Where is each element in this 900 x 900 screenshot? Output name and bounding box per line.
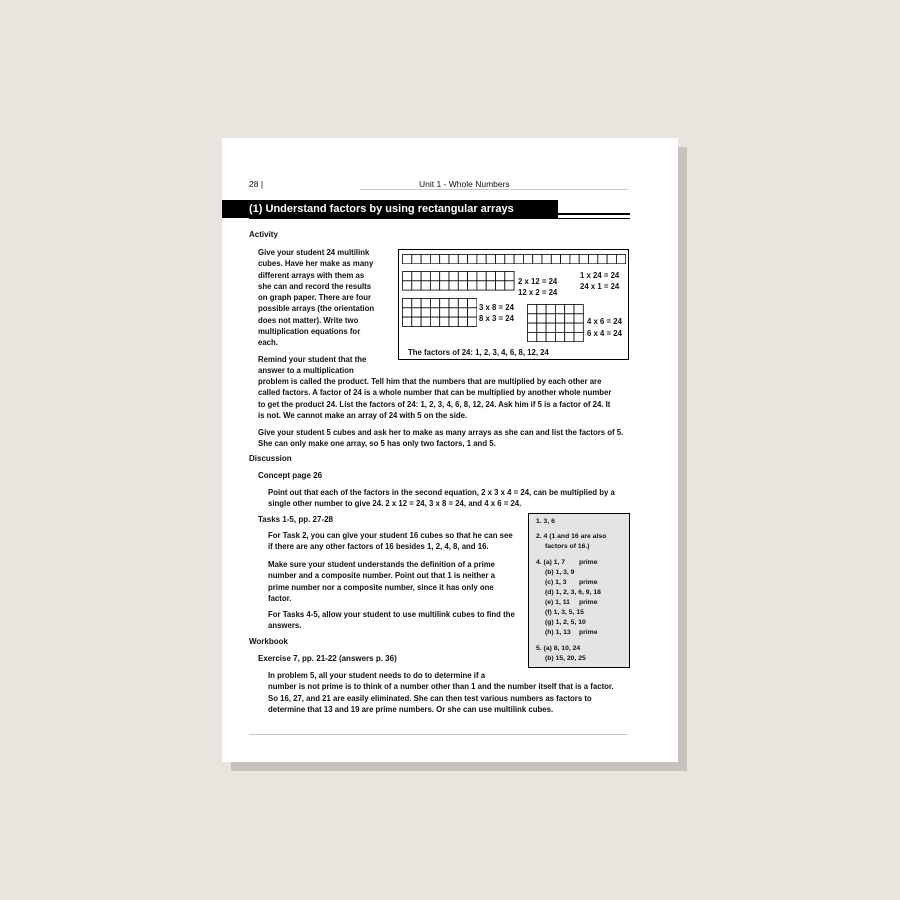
cube-cell [458,299,467,308]
cube-cell [421,299,430,308]
text-line: For Tasks 4-5, allow your student to use multilink cubes to find the [268,610,515,619]
cube-cell [403,255,412,264]
section-title: (1) Understand factors by using rectangular arrays [222,200,558,218]
text-line: number is not prime is to think of a number other than 1 and the number itself that is a factor. [268,682,614,692]
task2-para [268,530,526,553]
cube-cell [546,305,555,314]
cube-cell [598,255,607,264]
cube-cell [412,272,421,281]
cube-cell [496,255,505,264]
text-line: on graph paper. There are four [258,293,372,303]
text-line: Make sure your student understands the definition of a prime [268,560,496,569]
title-underline [249,218,630,219]
cube-cell [528,305,537,314]
cube-cell [430,299,439,308]
cube-cell [574,314,583,323]
answer-5a: 5. (a) 8, 10, 24 [536,645,581,652]
cube-cell [546,323,555,332]
cube-cell [440,308,449,317]
cube-cell [403,317,412,326]
text-line: does not matter). Write two [258,315,359,325]
cube-cell [449,281,458,290]
answer-4h: (h) 1, 13 [545,629,571,636]
array-grid [402,254,626,264]
cube-cell [533,255,542,264]
answer-2: 2. 4 (1 and 16 are also [536,533,607,540]
cube-cell [421,255,430,264]
cube-cell [477,255,486,264]
answer-4e: (e) 1, 11 [545,599,570,606]
workbook-heading: Workbook [249,637,288,646]
cube-cell [449,299,458,308]
array-1x24 [402,254,626,264]
equation: 12 x 2 = 24 [518,288,558,297]
answer-4d: (d) 1, 2, 3, 6, 9, 18 [545,589,601,596]
cube-cell [486,272,495,281]
cube-cell [486,255,495,264]
cube-cell [574,332,583,341]
cube-cell [486,281,495,290]
cube-cell [561,255,570,264]
array-grid [402,271,515,291]
cube-cell [565,314,574,323]
cube-cell [430,272,439,281]
equation: 24 x 1 = 24 [580,282,620,291]
text-line: number and a composite number. Point out that 1 is neither a [268,571,496,581]
cube-cell [607,255,616,264]
cube-cell [403,281,412,290]
cube-cell [468,272,477,281]
text-line: problem is called the product. Tell him that the numbers that are multiplied by each other are [258,377,602,386]
cube-cell [449,272,458,281]
equation: 6 x 4 = 24 [587,329,622,338]
cube-cell [546,314,555,323]
text-line: So 16, 27, and 21 are easily eliminated. She can then test various numbers as factors to [268,693,592,703]
cube-cell [468,317,477,326]
cube-cell [542,255,551,264]
equation: 8 x 3 = 24 [479,314,514,323]
answer-4a-note: prime [579,559,598,566]
cube-cell [528,314,537,323]
discussion-heading: Discussion [249,454,292,463]
cube-cell [555,332,564,341]
text-line: cubes. Have her make as many [258,259,374,269]
cube-cell [496,272,505,281]
text-line: to get the product 24. List the factors of 24: 1, 2, 3, 4, 6, 8, 12, 24. Ask him if 5 is a factor of 24. It [258,399,611,409]
answer-4c: (c) 1, 3 [545,579,567,586]
cube-cell [555,314,564,323]
text-line: each. [258,338,278,348]
cube-cell [421,317,430,326]
text-line: In problem 5, all your student needs to do to determine if a [268,671,486,680]
remind-para-start [258,354,394,377]
array-3x8 [402,298,477,327]
title-rule [558,213,630,215]
cube-cell [523,255,532,264]
cube-cell [412,308,421,317]
cube-cell [449,255,458,264]
cube-cell [505,272,514,281]
cube-cell [403,308,412,317]
concept-para [268,487,630,510]
array-grid [402,298,477,327]
cube-cell [458,281,467,290]
text-line: multiplication equations for [258,327,361,337]
cube-cell [458,272,467,281]
factors-caption: The factors of 24: 1, 2, 3, 4, 6, 8, 12, 24 [408,348,549,357]
cube-cell [440,272,449,281]
activity-intro [258,247,393,349]
cube-cell [412,299,421,308]
answer-4e-note: prime [579,599,598,606]
text-line: For Task 2, you can give your student 16 cubes so that he can see [268,531,513,540]
answer-4g: (g) 1, 2, 5, 10 [545,619,586,626]
cube-cell [468,299,477,308]
cube-cell [412,281,421,290]
text-line: Remind your student that the [258,355,367,364]
cube-cell [430,255,439,264]
text-line: Point out that each of the factors in the second equation, 2 x 3 x 4 = 24, can be multiplied by a [268,488,615,497]
activity-heading: Activity [249,230,278,239]
prime-para [268,559,526,604]
cube-cell [440,299,449,308]
cube-cell [574,305,583,314]
cube-cell [403,299,412,308]
array-2x12 [402,271,515,291]
cube-cell [505,281,514,290]
equation: 1 x 24 = 24 [580,271,620,280]
cube-cell [546,332,555,341]
cube-cell [468,308,477,317]
cube-cell [430,308,439,317]
cube-cell [528,323,537,332]
answers-box [528,513,630,668]
text-line: if there are any other factors of 16 besides 1, 2, 4, 8, and 16. [268,542,489,552]
five-cubes-para [258,427,630,450]
cube-cell [565,305,574,314]
text-line: answer to a multiplication [258,366,354,376]
text-line: different arrays with them as [258,270,365,280]
cube-cell [421,308,430,317]
cube-cell [468,255,477,264]
equation: 2 x 12 = 24 [518,277,558,286]
text-line: called factors. A factor of 24 is a whole number that can be multiplied by another whole number [258,388,612,398]
array-grid [527,304,584,342]
cube-cell [412,317,421,326]
text-line: Give your student 24 multilink [258,248,370,257]
cube-cell [579,255,588,264]
cube-cell [565,332,574,341]
page-number: 28 | [249,179,264,189]
workbook-para [268,670,630,715]
footer-rule [249,734,628,735]
cube-cell [537,314,546,323]
cube-cell [537,323,546,332]
cube-cell [551,255,560,264]
cube-cell [421,272,430,281]
cube-cell [528,332,537,341]
answer-4f: (f) 1, 3, 5, 15 [545,609,584,616]
cube-cell [430,281,439,290]
text-line: Give your student 5 cubes and ask her to make as many arrays as she can and list the factors of 5. [258,428,624,437]
document-page [222,138,678,762]
cube-cell [403,272,412,281]
text-line: she can and record the results [258,281,372,291]
tasks-heading: Tasks 1-5, pp. 27-28 [258,515,333,524]
answer-5b: (b) 15, 20, 25 [545,655,586,662]
equation: 4 x 6 = 24 [587,317,622,326]
text-line: answers. [268,621,302,631]
cube-cell [616,255,625,264]
cube-cell [570,255,579,264]
arrays-figure [398,249,629,360]
cube-cell [449,308,458,317]
array-4x6 [527,304,584,342]
task45-para [268,609,526,632]
cube-cell [458,317,467,326]
text-line: possible arrays (the orientation [258,304,375,314]
cube-cell [589,255,598,264]
answer-4b: (b) 1, 3, 9 [545,569,575,576]
cube-cell [458,308,467,317]
text-line: single other number to give 24. 2 x 12 = 24, 3 x 8 = 24, and 4 x 6 = 24. [268,499,522,509]
cube-cell [555,305,564,314]
answer-4h-note: prime [579,629,598,636]
cube-cell [440,255,449,264]
answer-4a: 4. (a) 1, 7 [536,559,566,566]
cube-cell [449,317,458,326]
cube-cell [496,281,505,290]
text-line: factor. [268,593,292,603]
cube-cell [430,317,439,326]
cube-cell [468,281,477,290]
cube-cell [537,332,546,341]
remind-para [258,376,630,421]
text-line: prime number nor a composite number, since it has only one [268,582,494,592]
equation: 3 x 8 = 24 [479,303,514,312]
concept-heading: Concept page 26 [258,471,323,480]
text-line: is not. We cannot make an array of 24 with 5 on the side. [258,410,468,420]
header-rule [360,189,628,190]
cube-cell [537,305,546,314]
cube-cell [477,281,486,290]
cube-cell [514,255,523,264]
cube-cell [421,281,430,290]
cube-cell [505,255,514,264]
cube-cell [574,323,583,332]
text-line: She can only make one array, so 5 has only two factors, 1 and 5. [258,439,496,449]
cube-cell [477,272,486,281]
cube-cell [440,281,449,290]
unit-title: Unit 1 - Whole Numbers [419,179,510,189]
answer-4c-note: prime [579,579,598,586]
cube-cell [565,323,574,332]
exercise-heading: Exercise 7, pp. 21-22 (answers p. 36) [258,654,397,663]
answer-1: 1. 3, 6 [536,518,555,525]
answer-2-note: factors of 16.) [545,543,590,550]
cube-cell [555,323,564,332]
cube-cell [412,255,421,264]
cube-cell [458,255,467,264]
text-line: determine that 13 and 19 are prime numbers. Or she can use multilink cubes. [268,704,554,714]
cube-cell [440,317,449,326]
